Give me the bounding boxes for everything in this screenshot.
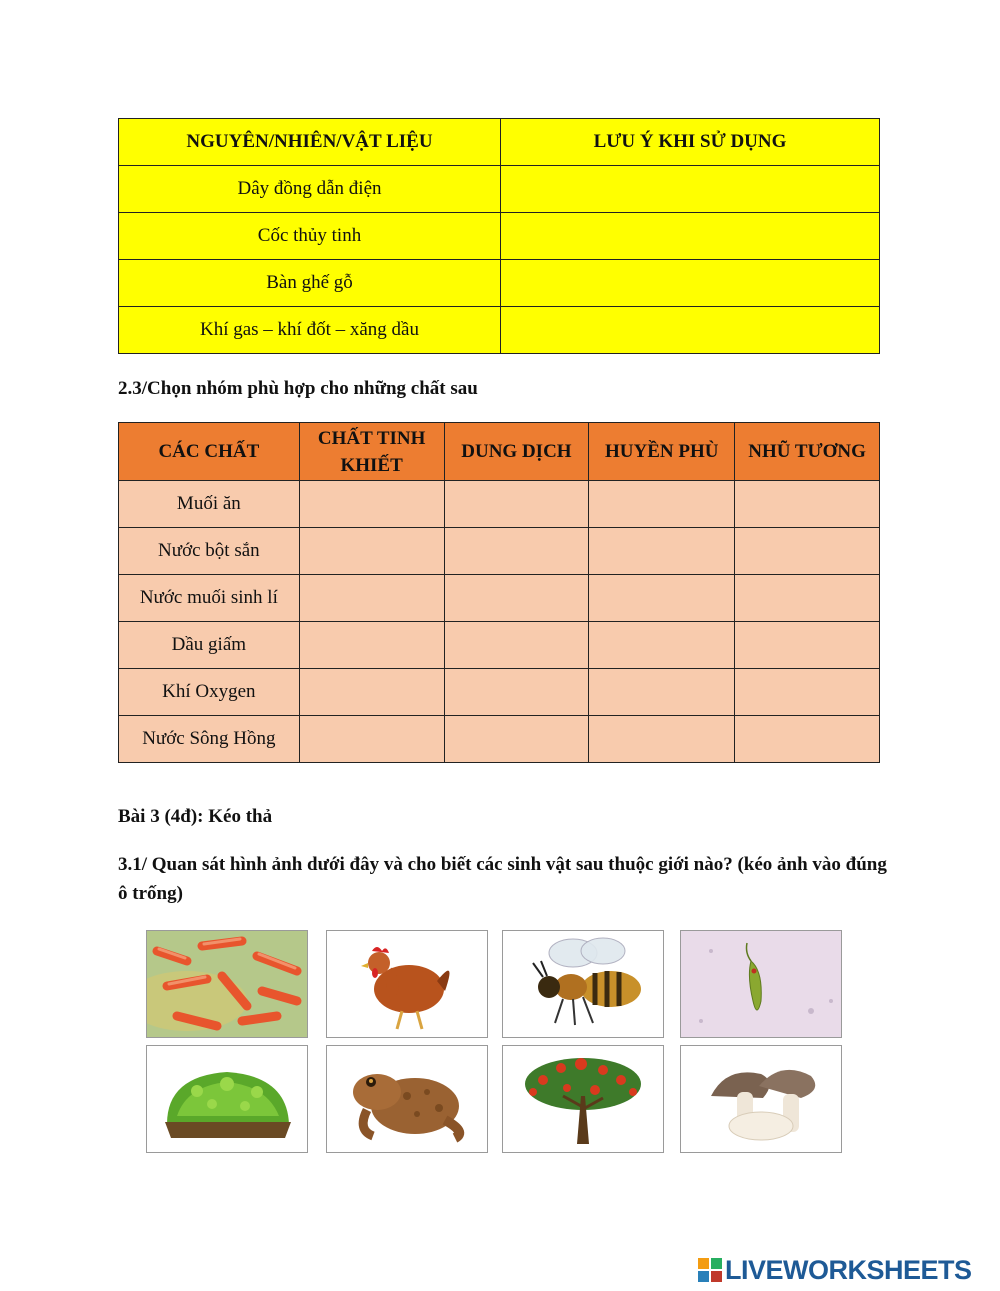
- answer-cell[interactable]: [735, 716, 880, 763]
- answer-cell[interactable]: [444, 669, 589, 716]
- material-name: Cốc thủy tinh: [119, 213, 501, 260]
- bacteria-icon: [147, 931, 307, 1037]
- euglena-icon: [681, 931, 841, 1037]
- materials-table: [118, 118, 880, 354]
- table-row: [119, 575, 880, 622]
- answer-cell[interactable]: [444, 528, 589, 575]
- answer-cell[interactable]: [589, 669, 735, 716]
- table-row: [119, 528, 880, 575]
- answer-cell[interactable]: [589, 575, 735, 622]
- table-row: [119, 213, 880, 260]
- answer-cell[interactable]: [444, 622, 589, 669]
- answer-cell[interactable]: [735, 669, 880, 716]
- question-3-1-text: 3.1/ Quan sát hình ảnh dưới đây và cho biết các sinh vật sau thuộc giới nào? (kéo ảnh vào đúng ô trống): [118, 854, 887, 904]
- header-suspension: HUYỀN PHÙ: [589, 423, 735, 481]
- table-row: [119, 669, 880, 716]
- answer-cell[interactable]: [299, 716, 444, 763]
- tree-image[interactable]: [502, 1045, 664, 1153]
- section-2-3-title: 2.3/Chọn nhóm phù hợp cho những chất sau: [118, 378, 478, 399]
- answer-cell[interactable]: [299, 481, 444, 528]
- header-emulsion: NHŨ TƯƠNG: [735, 423, 880, 481]
- answer-cell[interactable]: [735, 481, 880, 528]
- substance-name: Nước Sông Hồng: [119, 716, 300, 763]
- material-notes-input[interactable]: [501, 307, 880, 354]
- materials-header-notes: LƯU Ý KHI SỬ DỤNG: [501, 119, 880, 166]
- moss-image[interactable]: [146, 1045, 308, 1153]
- answer-cell[interactable]: [735, 528, 880, 575]
- substance-name: Dầu giấm: [119, 622, 300, 669]
- brand-text: LIVEWORKSHEETS: [725, 1254, 972, 1285]
- answer-cell[interactable]: [589, 622, 735, 669]
- material-notes-input[interactable]: [501, 213, 880, 260]
- answer-cell[interactable]: [444, 481, 589, 528]
- liveworksheets-brand: [697, 1255, 972, 1285]
- exercise-3-title: Bài 3 (4đ): Kéo thả: [118, 806, 273, 827]
- flowering-tree-icon: [503, 1046, 663, 1152]
- material-name: Bàn ghế gỗ: [119, 260, 501, 307]
- material-notes-input[interactable]: [501, 260, 880, 307]
- answer-cell[interactable]: [444, 716, 589, 763]
- table-row: [119, 166, 880, 213]
- bacteria-image[interactable]: [146, 930, 308, 1038]
- material-name: Dây đồng dẫn điện: [119, 166, 501, 213]
- answer-cell[interactable]: [299, 575, 444, 622]
- header-pure-substance: CHẤT TINH KHIẾT: [299, 423, 444, 481]
- material-notes-input[interactable]: [501, 166, 880, 213]
- answer-cell[interactable]: [299, 528, 444, 575]
- table-row: [119, 716, 880, 763]
- answer-cell[interactable]: [735, 575, 880, 622]
- answer-cell[interactable]: [299, 669, 444, 716]
- substance-name: Nước bột sắn: [119, 528, 300, 575]
- table-row: [119, 481, 880, 528]
- table-row: [119, 307, 880, 354]
- bee-icon: [503, 931, 663, 1037]
- answer-cell[interactable]: [589, 716, 735, 763]
- answer-cell[interactable]: [444, 575, 589, 622]
- substance-name: Muối ăn: [119, 481, 300, 528]
- liveworksheets-logo-icon: [697, 1257, 723, 1283]
- moss-icon: [147, 1046, 307, 1152]
- table-row: [119, 622, 880, 669]
- header-solution: DUNG DỊCH: [444, 423, 589, 481]
- toad-image[interactable]: [326, 1045, 488, 1153]
- chicken-image[interactable]: [326, 930, 488, 1038]
- substance-name: Nước muối sinh lí: [119, 575, 300, 622]
- substances-table: [118, 422, 880, 763]
- materials-header-material: NGUYÊN/NHIÊN/VẬT LIỆU: [119, 119, 501, 166]
- answer-cell[interactable]: [735, 622, 880, 669]
- material-name: Khí gas – khí đốt – xăng dầu: [119, 307, 501, 354]
- answer-cell[interactable]: [299, 622, 444, 669]
- mushrooms-icon: [681, 1046, 841, 1152]
- answer-cell[interactable]: [589, 528, 735, 575]
- materials-header-row: [119, 119, 880, 166]
- euglena-image[interactable]: [680, 930, 842, 1038]
- answer-cell[interactable]: [589, 481, 735, 528]
- substance-name: Khí Oxygen: [119, 669, 300, 716]
- table-row: [119, 260, 880, 307]
- header-substances: CÁC CHẤT: [119, 423, 300, 481]
- chicken-icon: [327, 931, 487, 1037]
- mushroom-image[interactable]: [680, 1045, 842, 1153]
- toad-icon: [327, 1046, 487, 1152]
- bee-image[interactable]: [502, 930, 664, 1038]
- substances-header-row: [119, 423, 880, 481]
